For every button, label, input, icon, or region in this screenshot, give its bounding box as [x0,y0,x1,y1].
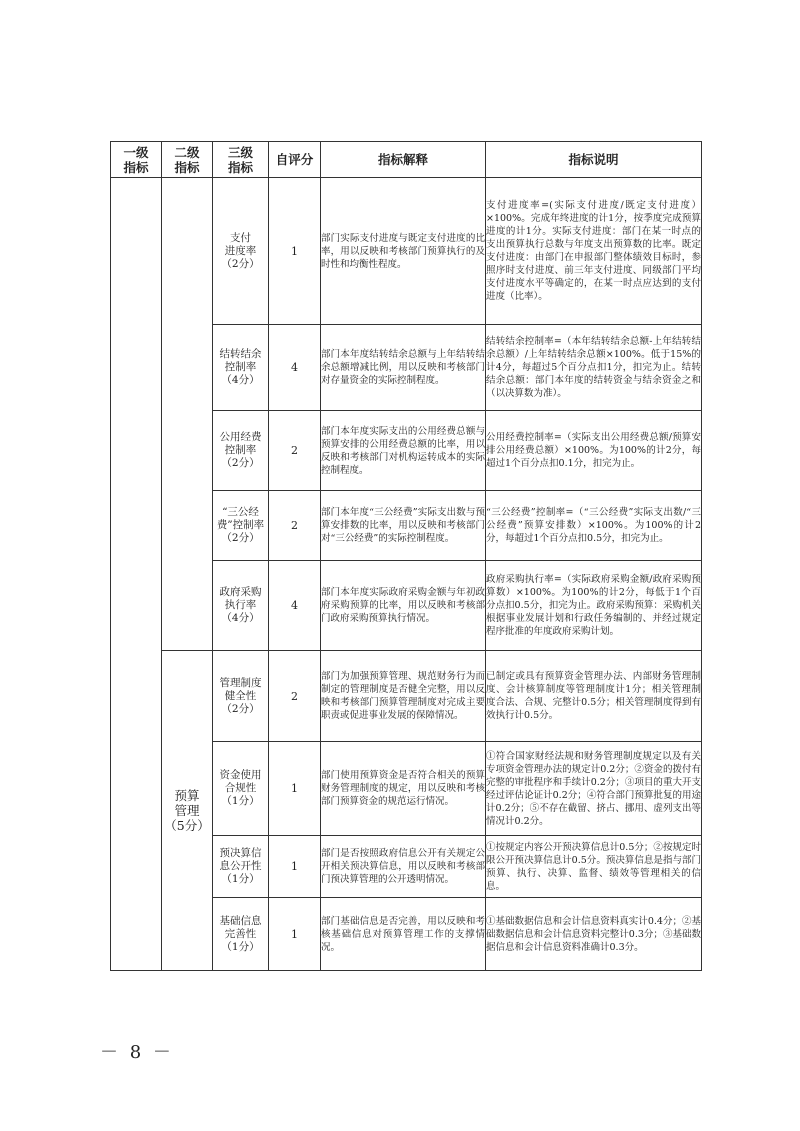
desc-text: ①基础数据信息和会计信息资料真实计0.4分；②基础数据信息和会计信息资料完整计0.3分；③基础数据信息和会计信息资料准确计0.3分。 [486,898,702,971]
level3-name: 资金使用 合规性 （1分） [213,742,269,836]
header-row [111,142,702,178]
level3-name: “三公经 费”控制率 （2分） [213,491,269,561]
score-value: 1 [269,898,321,971]
header-score: 自评分 [269,142,321,178]
header-level1: 一级 指标 [111,142,162,178]
desc-text: ①按规定内容公开预决算信息计0.5分；②按规定时限公开预决算信息计0.5分。预决算信息是指与部门预算、执行、决算、监督、绩效等管理相关的信息。 [486,836,702,898]
desc-text: “三公经费”控制率=（“三公经费”实际支出数/“三公经费”预算安排数）×100%。为100%的计2分，每超过1个百分点扣0.5分，扣完为止。 [486,491,702,561]
explain-text: 部门本年度“三公经费”实际支出数与预算安排数的比率，用以反映和考核部门对“三公经费”的实际控制程度。 [321,491,486,561]
explain-text: 部门本年度实际支出的公用经费总额与预算安排的公用经费总额的比率，用以反映和考核部门对机构运转成本的实际控制程度。 [321,411,486,491]
score-value: 2 [269,411,321,491]
explain-text: 部门基础信息是否完善，用以反映和考核基础信息对预算管理工作的支撑情况。 [321,898,486,971]
indicator-table [110,141,702,971]
level1-cell [111,178,162,971]
explain-text: 部门是否按照政府信息公开有关规定公开相关预决算信息，用以反映和考核部门预决算管理的公开透明情况。 [321,836,486,898]
header-explain: 指标解释 [321,142,486,178]
level3-name: 结转结余 控制率 （4分） [213,325,269,411]
table-row [111,651,702,742]
desc-text: ①符合国家财经法规和财务管理制度规定以及有关专项资金管理办法的规定计0.2分；②资金的拨付有完整的审批程序和手续计0.2分；③项目的重大开支经过评估论证计0.2分；④符合部门预算批复的用途计0.2分；⑤不存在截留、挤占、挪用、虚列支出等情况计0.2分。 [486,742,702,836]
score-value: 4 [269,561,321,651]
header-level2: 二级 指标 [162,142,213,178]
score-value: 2 [269,491,321,561]
explain-text: 部门本年度实际政府采购金额与年初政府采购预算的比率，用以反映和考核部门政府采购预算执行情况。 [321,561,486,651]
page-number: － 8 － [100,1042,174,1063]
explain-text: 部门本年度结转结余总额与上年结转结余总额增减比例，用以反映和考核部门对存量资金的实际控制程度。 [321,325,486,411]
level3-name: 政府采购 执行率 （4分） [213,561,269,651]
score-value: 4 [269,325,321,411]
level3-name: 基础信息 完善性 （1分） [213,898,269,971]
desc-text: 已制定或具有预算资金管理办法、内部财务管理制度、会计核算制度等管理制度计1分；相关管理制度合法、合规、完整计0.5分；相关管理制度得到有效执行计0.5分。 [486,651,702,742]
explain-text: 部门实际支付进度与既定支付进度的比率，用以反映和考核部门预算执行的及时性和均衡性程度。 [321,178,486,325]
header-desc: 指标说明 [486,142,702,178]
score-value: 2 [269,651,321,742]
explain-text: 部门使用预算资金是否符合相关的预算财务管理制度的规定，用以反映和考核部门预算资金的规范运行情况。 [321,742,486,836]
level3-name: 管理制度 健全性 （2分） [213,651,269,742]
desc-text: 结转结余控制率=（本年结转结余总额-上年结转结余总额）/上年结转结余总额×100%。低于15%的计4分，每超过5个百分点扣1分，扣完为止。结转结余总额：部门本年度的结转资金与结余资金之和（以决算数为准）。 [486,325,702,411]
score-value: 1 [269,836,321,898]
explain-text: 部门为加强预算管理、规范财务行为而制定的管理制度是否健全完整，用以反映和考核部门预算管理制度对完成主要职责或促进事业发展的保障情况。 [321,651,486,742]
level2-label: 预算 管理 （5分） [162,651,213,971]
table-row [111,178,702,325]
desc-text: 支付进度率=(实际支付进度/既定支付进度）×100%。完成年终进度的计1分，按季度完成预算进度的计1分。实际支付进度：部门在某一时点的支出预算执行总数与年度支出预算数的比率。既定支付进度：由部门在申报部门整体绩效目标时，参照序时支付进度、前三年支付进度、同级部门平均支付进度水平等确定的，在某一时点应达到的支付进度（比率）。 [486,178,702,325]
level3-name: 预决算信 息公开性 （1分） [213,836,269,898]
score-value: 1 [269,178,321,325]
level2-cell-blank [162,178,213,651]
desc-text: 政府采购执行率=（实际政府采购金额/政府采购预算数）×100%。为100%的计2分，每低于1个百分点扣0.5分，扣完为止。政府采购预算：采购机关根据事业发展计划和行政任务编制的、并经过规定程序批准的年度政府采购计划。 [486,561,702,651]
desc-text: 公用经费控制率=（实际支出公用经费总额/预算安排公用经费总额）×100%。为100%的计2分，每超过1个百分点扣0.1分，扣完为止。 [486,411,702,491]
score-value: 1 [269,742,321,836]
header-level3: 三级 指标 [213,142,269,178]
level3-name: 公用经费 控制率 （2分） [213,411,269,491]
level3-name: 支付 进度率 （2分） [213,178,269,325]
